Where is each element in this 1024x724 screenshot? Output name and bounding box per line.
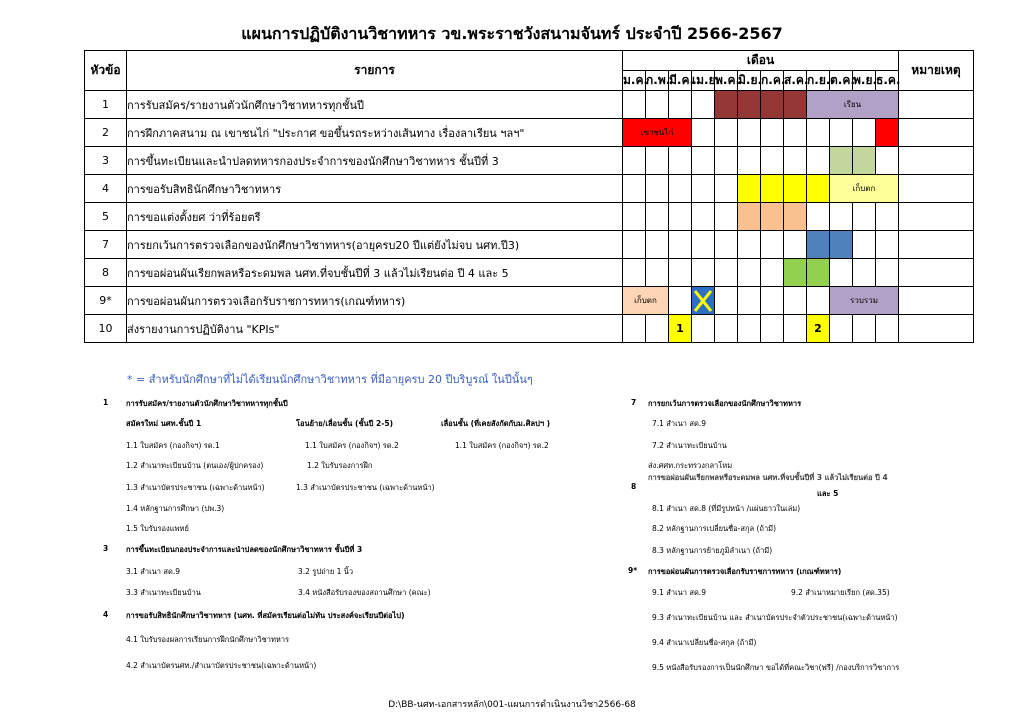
detail-item: 8.3 หลักฐานการย้ายภูมิลำเนา (ถ้ามี) bbox=[652, 546, 773, 555]
detail-item: 3.1 สำเนา สด.9 bbox=[126, 567, 180, 576]
detail-item: 8.2 หลักฐานการเปลี่ยนชื่อ-สกุล (ถ้ามี) bbox=[652, 524, 777, 533]
schedule-bar bbox=[784, 203, 807, 231]
table-row bbox=[85, 315, 974, 343]
schedule-bar bbox=[738, 175, 761, 203]
section-title: การยกเว้นการตรวจเลือกของนักศึกษาวิชาทหาร bbox=[648, 399, 802, 408]
detail-item: 1.3 สำเนาบัตรประชาชน (เฉพาะด้านหน้า) bbox=[126, 483, 265, 492]
section-title: การขอผ่อนผันเรียกพลหรือระดมพล นศท.ที่จบชั้นปีที่ 3 แล้วไม่เรียนต่อ ปี 4 bbox=[648, 473, 888, 482]
section-number: 1 bbox=[103, 398, 109, 407]
x-mark-icon bbox=[692, 287, 715, 315]
schedule-bar bbox=[738, 91, 761, 119]
section-title: การขอผ่อนผันการตรวจเลือกรับราชการทหาร (เกณฑ์ทหาร) bbox=[648, 567, 842, 576]
row-number: 5 bbox=[85, 203, 127, 231]
schedule-bar bbox=[761, 203, 784, 231]
row-number: 1 bbox=[85, 91, 127, 119]
row-item: การยกเว้นการตรวจเลือกของนักศึกษาวิชาทหาร(อายุครบ20 ปีแต่ยังไม่จบ นศท.ปี3) bbox=[127, 231, 623, 259]
schedule-bar-label: เก็บตก bbox=[830, 175, 899, 203]
section-number: 8 bbox=[631, 482, 637, 491]
schedule-bar bbox=[784, 175, 807, 203]
section-number: 7 bbox=[631, 398, 637, 407]
schedule-bar bbox=[807, 231, 830, 259]
milestone-marker: 1 bbox=[669, 315, 692, 343]
table-row bbox=[85, 91, 974, 119]
column-heading: โอนย้าย/เลื่อนชั้น (ชั้นปี 2-5) bbox=[296, 419, 394, 428]
detail-item: 1.1 ใบสมัคร (กองกิจฯ) รด.2 bbox=[305, 441, 399, 450]
section-number: 3 bbox=[103, 544, 109, 553]
row-item: การขึ้นทะเบียนและนำปลดทหารกองประจำการของนักศึกษาวิชาทหาร ชั้นปีที่ 3 bbox=[127, 147, 623, 175]
section-title: และ 5 bbox=[817, 489, 839, 498]
month-header: มิ.ย. bbox=[738, 71, 761, 91]
detail-item: 1.1 ใบสมัคร (กองกิจฯ) รด.2 bbox=[455, 441, 549, 450]
row-number: 2 bbox=[85, 119, 127, 147]
file-path-footer: D:\BB-นศท-เอกสารหลัก\001-แผนการดำเนินงานวิชา2566-68 bbox=[388, 700, 636, 710]
detail-item: 9.3 สำเนาทะเบียนบ้าน และ สำเนาบัตรประจำตัวประชาชน(เฉพาะด้านหน้า) bbox=[652, 613, 898, 622]
detail-item: 9.1 สำเนา สด.9 bbox=[652, 588, 706, 597]
month-header: ก.ย. bbox=[807, 71, 830, 91]
month-header: ม.ค. bbox=[623, 71, 646, 91]
column-heading: เลื่อนชั้น (ที่เคยสังกัดกับม.ศิลปฯ ) bbox=[441, 419, 551, 428]
month-header: ก.ค. bbox=[761, 71, 784, 91]
detail-item: 1.5 ใบรับรองแพทย์ bbox=[126, 524, 189, 533]
milestone-marker: 2 bbox=[807, 315, 830, 343]
schedule-bar bbox=[784, 91, 807, 119]
detail-item: 3.4 หนังสือรับรองของสถานศึกษา (คณะ) bbox=[298, 588, 431, 597]
schedule-bar-label: เขาชนไก่ bbox=[623, 119, 692, 147]
month-header: พ.ย. bbox=[853, 71, 876, 91]
row-item: การขอผ่อนผันเรียกพลหรือระดมพล นศท.ที่จบชั้นปีที่ 3 แล้วไม่เรียนต่อ ปี 4 และ 5 bbox=[127, 259, 623, 287]
month-header: เม.ย. bbox=[692, 71, 715, 91]
table-row bbox=[85, 287, 974, 315]
detail-item: 9.4 สำเนาเปลี่ยนชื่อ-สกุล (ถ้ามี) bbox=[652, 638, 757, 647]
detail-item: 1.2 ใบรับรองการฝึก bbox=[307, 461, 373, 470]
detail-item: 4.2 สำเนาบัตรนศท./สำเนาบัตรประชาชน(เฉพาะด้านหน้า) bbox=[126, 661, 317, 670]
detail-item: 8.1 สำเนา สด.8 (ที่มีรูปหน้า /แผ่นยาวในเล่ม) bbox=[652, 504, 801, 513]
month-header: ต.ค. bbox=[830, 71, 853, 91]
row-item: ส่งรายงานการปฏิบัติงาน "KPIs" bbox=[127, 315, 623, 343]
schedule-bar-label: เรียน bbox=[807, 91, 899, 119]
detail-item: 1.4 หลักฐานการศึกษา (ปพ.3) bbox=[126, 504, 225, 513]
schedule-bar bbox=[715, 91, 738, 119]
detail-item: 3.2 รูปถ่าย 1 นิ้ว bbox=[298, 567, 354, 576]
row-number: 3 bbox=[85, 147, 127, 175]
detail-item: 1.3 สำเนาบัตรประชาชน (เฉพาะด้านหน้า) bbox=[296, 483, 435, 492]
col-header-item: รายการ bbox=[127, 51, 623, 91]
table-row bbox=[85, 147, 974, 175]
month-header: พ.ค. bbox=[715, 71, 738, 91]
row-number: 10 bbox=[85, 315, 127, 343]
schedule-bar bbox=[830, 147, 853, 175]
schedule-bar-label: เก็บตก bbox=[623, 287, 669, 315]
row-number: 7 bbox=[85, 231, 127, 259]
row-item: การขอรับสิทธินักศึกษาวิชาทหาร bbox=[127, 175, 623, 203]
row-item: การขอผ่อนผันการตรวจเลือกรับราชการทหาร(เกณฑ์ทหาร) bbox=[127, 287, 623, 315]
table-row bbox=[85, 203, 974, 231]
row-item: การขอแต่งตั้งยศ ว่าที่ร้อยตรี bbox=[127, 203, 623, 231]
table-row bbox=[85, 119, 974, 147]
schedule-bar bbox=[738, 203, 761, 231]
row-number: 9* bbox=[85, 287, 127, 315]
schedule-bar bbox=[807, 175, 830, 203]
section-number: 4 bbox=[103, 610, 109, 619]
schedule-bar bbox=[761, 175, 784, 203]
schedule-table bbox=[84, 50, 974, 343]
detail-item: 7.2 สำเนาทะเบียนบ้าน bbox=[652, 441, 727, 450]
row-number: 4 bbox=[85, 175, 127, 203]
section-number: 9* bbox=[628, 566, 638, 575]
month-header: ส.ค. bbox=[784, 71, 807, 91]
table-row bbox=[85, 231, 974, 259]
detail-item: 7.1 สำเนา สด.9 bbox=[652, 419, 706, 428]
schedule-bar bbox=[876, 119, 899, 147]
schedule-bar bbox=[761, 91, 784, 119]
detail-item: ส่ง.ศศท.กระทรวงกลาโหม bbox=[648, 461, 733, 470]
schedule-bar bbox=[784, 259, 807, 287]
section-title: การขอรับสิทธินักศึกษาวิชาทหาร (นศท. ที่สมัครเรียนต่อไม่ทัน ประสงค์จะเรียนปีต่อไป) bbox=[126, 611, 405, 620]
schedule-bar bbox=[853, 147, 876, 175]
detail-item: 1.2 สำเนาทะเบียนบ้าน (ตนเอง/ผู้ปกครอง) bbox=[126, 461, 264, 470]
schedule-bar bbox=[830, 231, 853, 259]
schedule-bar-label: รวบรวม bbox=[830, 287, 899, 315]
detail-item: 1.1 ใบสมัคร (กองกิจฯ) รด.1 bbox=[126, 441, 220, 450]
row-item: การฝึกภาคสนาม ณ เขาชนไก่ "ประกาศ ขอขึ้นรถระหว่างเส้นทาง เรื่องลาเรียน ฯลฯ" bbox=[127, 119, 623, 147]
detail-item: 9.2 สำเนาหมายเรียก (สด.35) bbox=[791, 588, 890, 597]
month-header: ก.พ. bbox=[646, 71, 669, 91]
table-row bbox=[85, 175, 974, 203]
detail-item: 9.5 หนังสือรับรองการเป็นนักศึกษา ขอได้ที่คณะวิชา(ฟรี) /กองบริการวิชาการ bbox=[652, 663, 900, 672]
col-header-no: หัวข้อ bbox=[85, 51, 127, 91]
column-heading: สมัครใหม่ นศท.ชั้นปี 1 bbox=[126, 419, 202, 428]
detail-item: 4.1 ใบรับรองผลการเรียนการฝึกนักศึกษาวิชาทหาร bbox=[126, 635, 290, 644]
row-number: 8 bbox=[85, 259, 127, 287]
col-header-remark: หมายเหตุ bbox=[899, 51, 974, 91]
footnote: * = สำหรับนักศึกษาที่ไม่ได้เรียนนักศึกษาวิชาทหาร ที่มีอายุครบ 20 ปีบริบูรณ์ ในปีนั้นๆ bbox=[127, 373, 533, 386]
month-header: มี.ค. bbox=[669, 71, 692, 91]
month-header: ธ.ค. bbox=[876, 71, 899, 91]
section-title: การรับสมัคร/รายงานตัวนักศึกษาวิชาทหารทุกชั้นปี bbox=[126, 399, 288, 408]
detail-item: 3.3 สำเนาทะเบียนบ้าน bbox=[126, 588, 201, 597]
table-row bbox=[85, 259, 974, 287]
schedule-bar bbox=[807, 259, 830, 287]
row-item: การรับสมัคร/รายงานตัวนักศึกษาวิชาทหารทุกชั้นปี bbox=[127, 91, 623, 119]
col-header-months: เดือน bbox=[623, 51, 899, 71]
page-title: แผนการปฏิบัติงานวิชาทหาร วข.พระราชวังสนามจันทร์ ประจำปี 2566-2567 bbox=[241, 24, 783, 43]
section-title: การขึ้นทะเบียนกองประจำการและนำปลดของนักศึกษาวิชาทหาร ชั้นปีที่ 3 bbox=[126, 545, 363, 554]
